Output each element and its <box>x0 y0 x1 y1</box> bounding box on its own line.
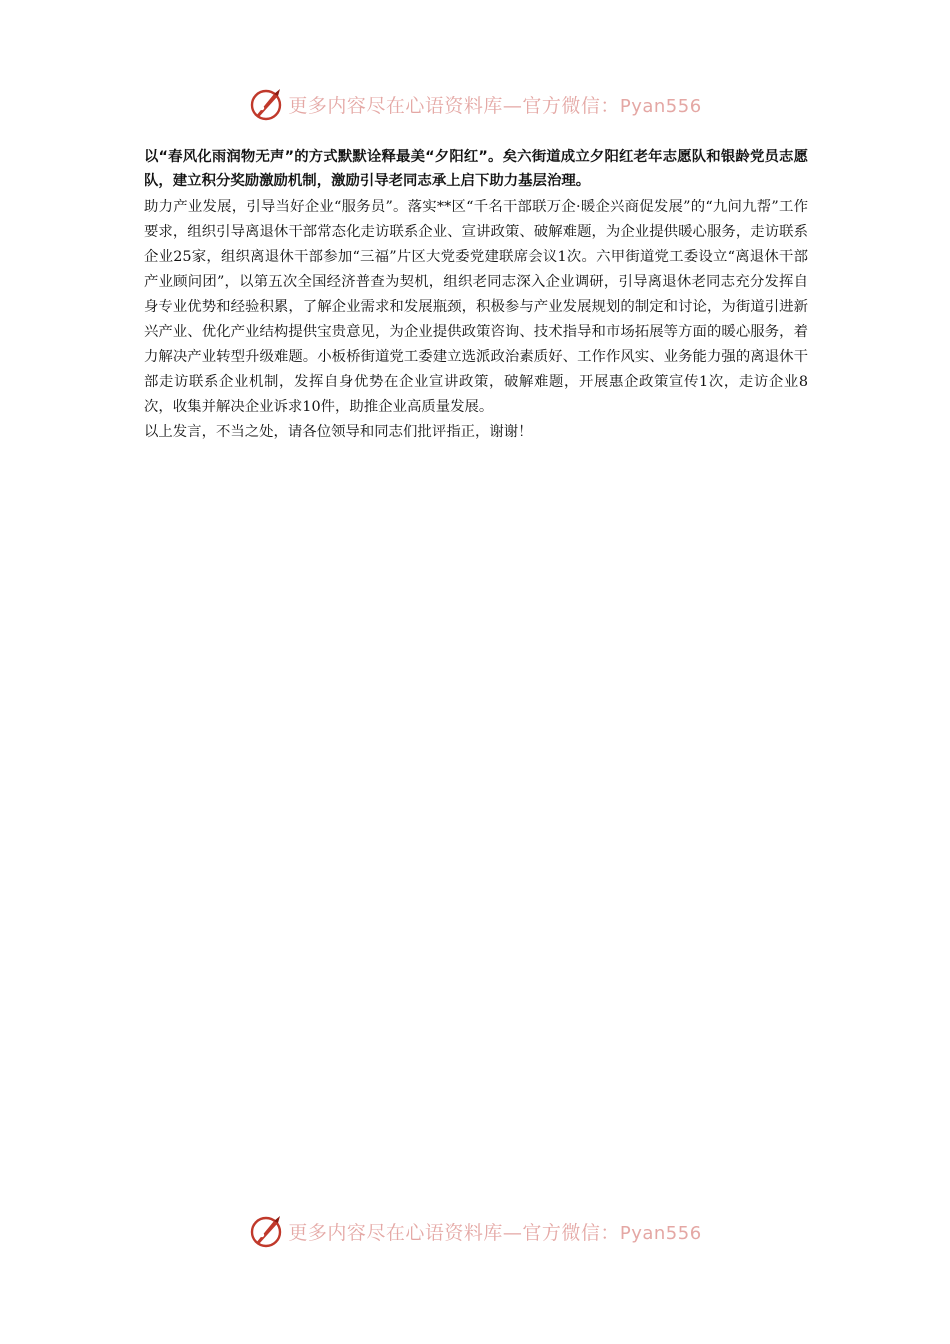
body-paragraph: 助力产业发展，引导当好企业“服务员”。落实**区“千名干部联万企·暖企兴商促发展”的“九问九帮”工作要求，组织引导离退休干部常态化走访联系企业、宣讲政策、破解难题，为企业提供暖心服务，走访联系企业25家，组织离退休干部参加“三福”片区大党委党建联席会议1次。六甲街道党工委设立“离退休干部产业顾问团”，以第五次全国经济普查为契机，组织老同志深入企业调研，引导离退休老同志充分发挥自身专业优势和经验积累，了解企业需求和发展瓶颈，积极参与产业发展规划的制定和讨论，为街道引进新兴产业、优化产业结构提供宝贵意见，为企业提供政策咨询、技术指导和市场拓展等方面的暖心服务，着力解决产业转型升级难题。小板桥街道党工委建立选派政治素质好、工作作风实、业务能力强的离退休干部走访联系企业机制，发挥自身优势在企业宣讲政策，破解难题，开展惠企政策宣传1次，走访企业8次，收集并解决企业诉求10件，助推企业高质量发展。 <box>144 199 808 415</box>
closing-paragraph: 以上发言，不当之处，请各位领导和同志们批评指正，谢谢！ <box>144 424 533 440</box>
banner-wechat-id: Pyan556 <box>619 1222 702 1244</box>
banner-wechat-id: Pyan556 <box>619 95 702 117</box>
footer-banner <box>0 1211 950 1251</box>
quill-pen-circle-icon <box>248 86 284 122</box>
banner-slogan: 更多内容尽在心语资料库—官方微信： <box>288 94 620 117</box>
header-banner <box>0 84 950 124</box>
banner-slogan: 更多内容尽在心语资料库—官方微信： <box>288 1221 620 1244</box>
lead-paragraph: 以“春风化雨润物无声”的方式默默诠释最美“夕阳红”。矣六街道成立夕阳红老年志愿队和银龄党员志愿队，建立积分奖励激励机制，激励引导老同志承上启下助力基层治理。 <box>144 149 808 189</box>
banner-text <box>288 1218 701 1245</box>
quill-pen-circle-icon <box>248 1213 284 1249</box>
document-body <box>144 145 808 445</box>
banner-text <box>288 91 701 118</box>
